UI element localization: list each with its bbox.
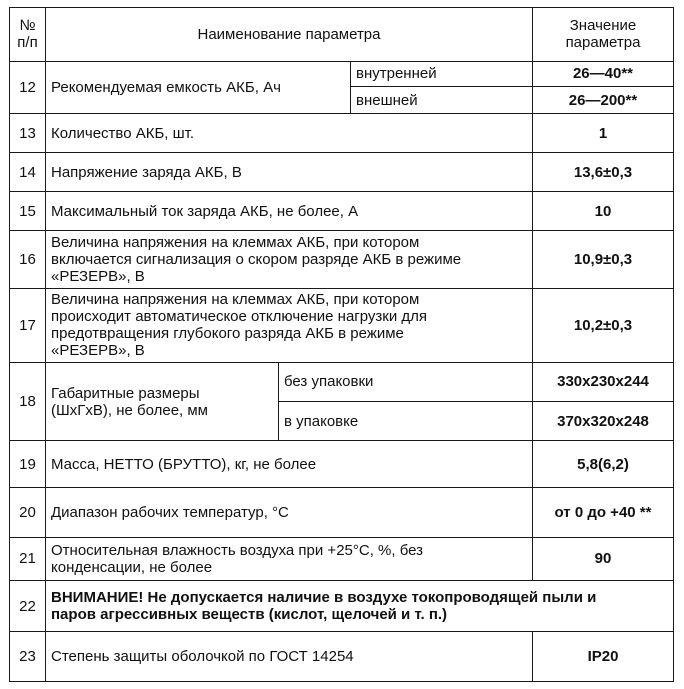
row-name-line: (ШхГхВ), не более, мм [51, 401, 208, 419]
row-number: 16 [10, 231, 46, 289]
row-parameter-name: Рекомендуемая емкость АКБ, Ач [46, 61, 351, 113]
table-row-13 [10, 113, 674, 152]
header-value-line-2: параметра [565, 34, 641, 52]
table-row-14 [10, 153, 674, 192]
row-name-line: происходит автоматическое отключение нагрузки для [51, 308, 428, 326]
table-row-18 [10, 362, 674, 401]
row-number: 19 [10, 441, 46, 488]
table-row-17 [10, 288, 674, 362]
row-value: 1 [533, 113, 674, 152]
row-parameter-name [46, 288, 533, 362]
row-parameter-name: Степень защиты оболочкой по ГОСТ 14254 [46, 632, 533, 682]
row-parameter-name: Количество АКБ, шт. [46, 113, 533, 152]
row-value: IP20 [533, 632, 674, 682]
warning-line: паров агрессивных веществ (кислот, щелочей и т. п.) [51, 606, 448, 624]
table-row-16 [10, 231, 674, 289]
row-name-line: Величина напряжения на клеммах АКБ, при котором [51, 234, 420, 252]
row-number: 23 [10, 632, 46, 682]
row-number: 20 [10, 488, 46, 537]
row-number: 22 [10, 581, 46, 632]
row-name-line: «РЕЗЕРВ», В [51, 342, 145, 360]
row-number: 13 [10, 113, 46, 152]
row-parameter-name [46, 231, 533, 289]
table-row-20 [10, 488, 674, 537]
table-row-23 [10, 632, 674, 682]
row-value: 10 [533, 192, 674, 231]
row-number: 21 [10, 537, 46, 580]
row-parameter-name: Масса, НЕТТО (БРУТТО), кг, не более [46, 441, 533, 488]
row-sub-label: внешней [351, 87, 533, 114]
row-sub-label: в упаковке [279, 402, 533, 441]
table-row-15 [10, 192, 674, 231]
header-number [10, 8, 46, 62]
row-number: 15 [10, 192, 46, 231]
row-sub-label: внутренней [351, 61, 533, 87]
row-name-line: предотвращения глубокого разряда АКБ в режиме [51, 325, 404, 343]
row-value: от 0 до +40 ** [533, 488, 674, 537]
row-value: 13,6±0,3 [533, 153, 674, 192]
row-parameter-name: Максимальный ток заряда АКБ, не более, А [46, 192, 533, 231]
table-row-12 [10, 61, 674, 87]
warning-note [46, 581, 674, 632]
table-header-row [10, 8, 674, 62]
row-value: 10,9±0,3 [533, 231, 674, 289]
row-value: 26—200** [533, 87, 674, 114]
row-value: 5,8(6,2) [533, 441, 674, 488]
row-number: 12 [10, 61, 46, 113]
row-sub-label: без упаковки [279, 362, 533, 401]
warning-line: ВНИМАНИЕ! Не допускается наличие в воздухе токопроводящей пыли и [51, 589, 597, 607]
row-value: 370х320х248 [533, 402, 674, 441]
row-number: 17 [10, 288, 46, 362]
row-value: 26—40** [533, 61, 674, 87]
row-value: 90 [533, 537, 674, 580]
row-name-line: Габаритные размеры [51, 384, 200, 402]
row-value: 330х230х244 [533, 362, 674, 401]
row-parameter-name [46, 537, 533, 580]
row-name-line: Относительная влажность воздуха при +25°С, %, без [51, 541, 424, 559]
row-name-line: «РЕЗЕРВ», В [51, 268, 145, 286]
table-row-19 [10, 441, 674, 488]
header-value-line-1: Значение [569, 17, 637, 35]
row-parameter-name: Диапазон рабочих температур, °С [46, 488, 533, 537]
table-row-21 [10, 537, 674, 580]
header-parameter-name: Наименование параметра [46, 8, 533, 62]
row-name-line: конденсации, не более [51, 558, 213, 576]
row-value: 10,2±0,3 [533, 288, 674, 362]
row-number: 18 [10, 362, 46, 440]
row-number: 14 [10, 153, 46, 192]
header-number-line-2: п/п [17, 34, 38, 52]
header-parameter-value [533, 8, 674, 62]
specifications-table [9, 7, 674, 682]
row-parameter-name: Напряжение заряда АКБ, В [46, 153, 533, 192]
row-parameter-name [46, 362, 279, 440]
row-name-line: Величина напряжения на клеммах АКБ, при котором [51, 291, 420, 309]
row-name-line: включается сигнализация о скором разряде АКБ в режиме [51, 251, 462, 269]
table-row-22 [10, 581, 674, 632]
header-number-line-1: № [19, 17, 36, 35]
